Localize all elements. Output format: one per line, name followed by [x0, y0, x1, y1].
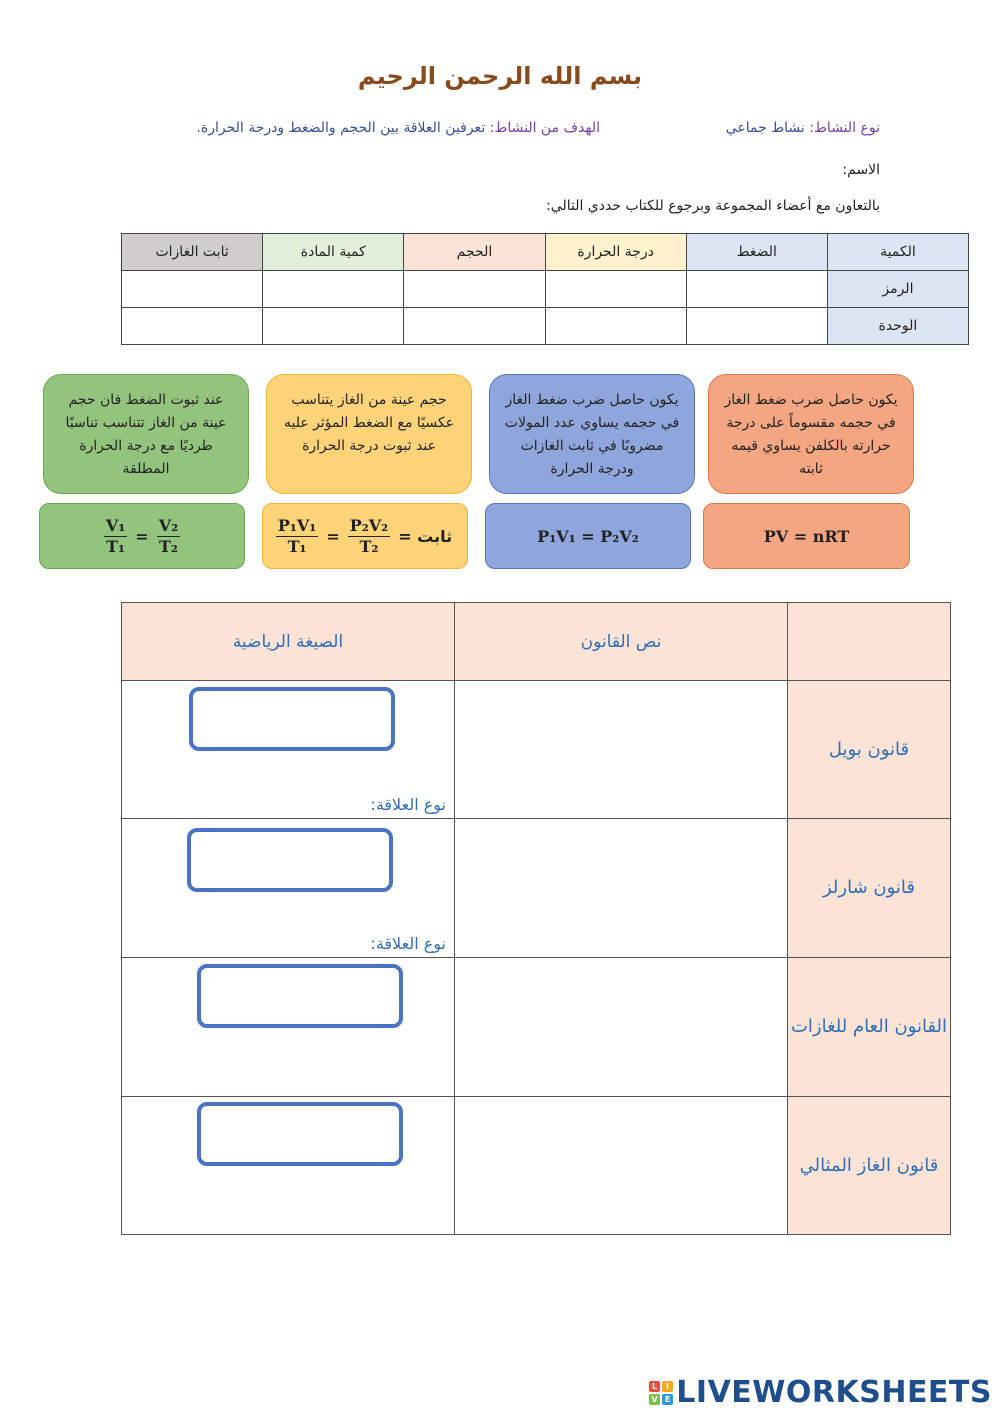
formula-boyle-text: P₁V₁ = P₂V₂ — [537, 526, 639, 546]
law-formula-cell — [122, 681, 455, 819]
laws-header-row — [122, 603, 951, 681]
quantity-header-row — [122, 234, 969, 271]
charles-fraction-left — [104, 516, 127, 557]
law-formula-cell — [122, 1097, 455, 1235]
logo-letter-v: V — [649, 1394, 660, 1405]
name-label: الاسم: — [842, 162, 880, 178]
charles-denominator-1: T₁ — [106, 536, 126, 556]
symbol-answer-cell[interactable] — [686, 271, 827, 308]
unit-answer-cell[interactable] — [263, 308, 404, 345]
quantity-symbol-row — [122, 271, 969, 308]
law-row-combined — [122, 958, 951, 1097]
liveworksheets-logo-icon — [649, 1381, 673, 1405]
symbol-answer-cell[interactable] — [122, 271, 263, 308]
law-name-combined: القانون العام للغازات — [788, 958, 951, 1097]
card-ideal-gas-law[interactable]: يكون حاصل ضرب ضغط الغاز في حجمه مقسوماً على درجة حرارته بالكلفن يساوي قيمه ثابته — [708, 374, 914, 494]
card-boyle-law[interactable]: حجم عينة من الغاز يتناسب عكسيًا مع الضغط المؤثر عليه عند ثبوت درجة الحرارة — [266, 374, 472, 494]
formula-ideal-text: PV = nRT — [763, 526, 850, 546]
combined-fraction-right — [348, 516, 390, 557]
logo-letter-e: E — [662, 1394, 673, 1405]
basmala-title: بسم الله الرحمن الرحيم — [357, 62, 643, 90]
law-text-drop-zone[interactable] — [455, 1097, 788, 1235]
brand-text: LIVEWORKSHEETS — [676, 1375, 992, 1410]
law-name-boyle: قانون بويل — [788, 681, 951, 819]
law-text-drop-zone[interactable] — [455, 681, 788, 819]
law-row-charles — [122, 819, 951, 958]
charles-fraction-right — [157, 516, 180, 557]
law-name-charles: قانون شارلز — [788, 819, 951, 958]
logo-letter-l: L — [649, 1381, 660, 1392]
laws-header-formula: الصيغة الرياضية — [122, 603, 455, 681]
unit-answer-cell[interactable] — [122, 308, 263, 345]
charles-denominator-2: T₂ — [158, 536, 178, 556]
symbol-answer-cell[interactable] — [263, 271, 404, 308]
quantity-unit-row — [122, 308, 969, 345]
activity-type — [726, 120, 880, 136]
formula-drop-box[interactable] — [197, 964, 403, 1028]
liveworksheets-brand — [649, 1375, 992, 1410]
combined-fraction-left — [276, 516, 318, 557]
combined-denominator-1: T₁ — [287, 536, 307, 556]
formula-drop-box[interactable] — [189, 687, 395, 751]
law-text-drop-zone[interactable] — [455, 958, 788, 1097]
charles-numerator-2: V₂ — [158, 515, 179, 535]
law-formula-cell — [122, 819, 455, 958]
card-charles-law[interactable]: عند ثبوت الضغط فان حجم عينة من الغاز تتناسب تناسبًا طرديًا مع درجة الحرارة المطلقة — [43, 374, 249, 494]
laws-header-name — [788, 603, 951, 681]
laws-header-text: نص القانون — [455, 603, 788, 681]
relation-type-label[interactable]: نوع العلاقة: — [370, 795, 446, 814]
combined-numerator-1: P₁V₁ — [277, 515, 317, 535]
relation-type-label[interactable]: نوع العلاقة: — [370, 934, 446, 953]
law-row-ideal — [122, 1097, 951, 1235]
symbol-answer-cell[interactable] — [545, 271, 686, 308]
qty-row-unit: الوحدة — [827, 308, 968, 345]
logo-letter-i: I — [662, 1381, 673, 1392]
formula-combined[interactable] — [262, 503, 468, 569]
charles-equals: = — [135, 526, 149, 546]
unit-answer-cell[interactable] — [686, 308, 827, 345]
law-row-boyle — [122, 681, 951, 819]
unit-answer-cell[interactable] — [404, 308, 545, 345]
quantity-table — [121, 233, 969, 345]
activity-type-value: نشاط جماعي — [725, 120, 805, 136]
charles-numerator-1: V₁ — [105, 515, 126, 535]
qty-col-pressure: الضغط — [686, 234, 827, 271]
formula-ideal-gas[interactable] — [703, 503, 910, 569]
symbol-answer-cell[interactable] — [404, 271, 545, 308]
law-formula-cell — [122, 958, 455, 1097]
formula-drop-box[interactable] — [197, 1102, 403, 1166]
activity-goal-label: الهدف من النشاط: — [489, 120, 600, 136]
activity-goal — [196, 120, 600, 136]
qty-col-moles: كمية المادة — [263, 234, 404, 271]
qty-col-temperature: درجة الحرارة — [545, 234, 686, 271]
combined-numerator-2: P₂V₂ — [349, 515, 389, 535]
qty-row-symbol: الرمز — [827, 271, 968, 308]
combined-constant: = ثابت — [398, 526, 453, 546]
activity-goal-value: تعرفين العلاقة بين الحجم والضغط ودرجة الحرارة. — [196, 120, 486, 136]
combined-denominator-2: T₂ — [359, 536, 379, 556]
activity-type-label: نوع النشاط: — [809, 120, 880, 136]
card-general-gas-law[interactable]: يكون حاصل ضرب ضغط الغاز في حجمه يساوي عدد المولات مضروبًا في ثابت الغازات ودرجة الحرارة — [489, 374, 695, 494]
unit-answer-cell[interactable] — [545, 308, 686, 345]
instruction-text: بالتعاون مع أعضاء المجموعة وبرجوع للكتاب حددي التالي: — [546, 198, 880, 214]
qty-col-volume: الحجم — [404, 234, 545, 271]
qty-col-quantity: الكمية — [827, 234, 968, 271]
formula-boyle[interactable] — [485, 503, 691, 569]
combined-equals: = — [326, 526, 340, 546]
formula-drop-box[interactable] — [187, 828, 393, 892]
law-name-ideal: قانون الغاز المثالي — [788, 1097, 951, 1235]
formula-charles[interactable] — [39, 503, 245, 569]
qty-col-gas-constant: ثابت الغازات — [122, 234, 263, 271]
law-text-drop-zone[interactable] — [455, 819, 788, 958]
laws-table — [121, 602, 951, 1235]
